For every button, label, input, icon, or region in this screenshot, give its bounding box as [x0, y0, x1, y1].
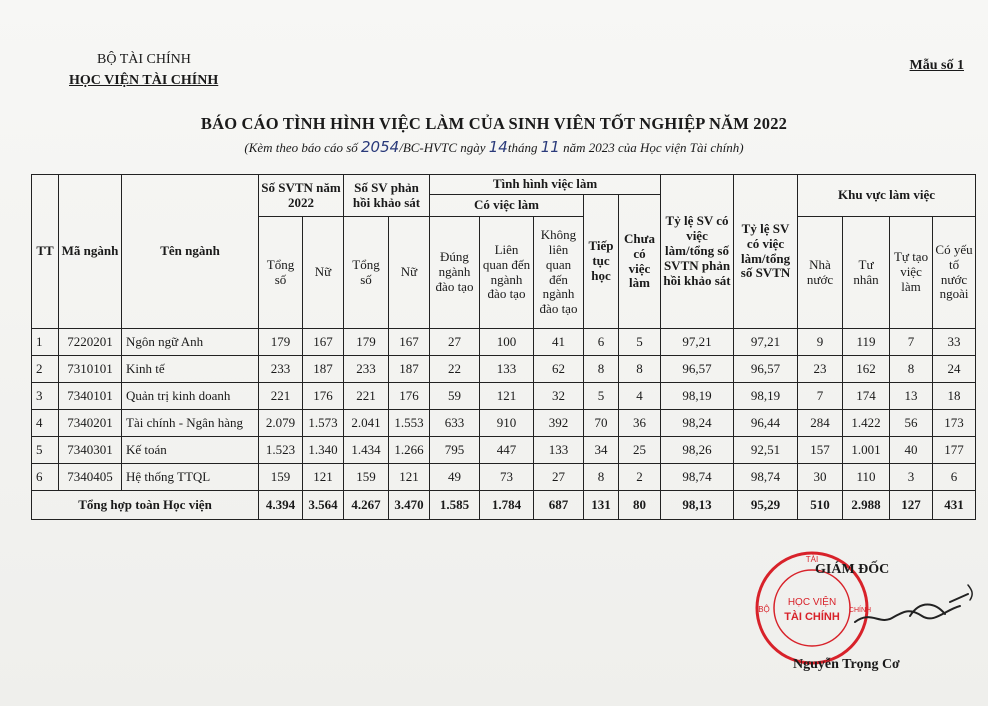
cell-survey-female: 167 — [389, 329, 430, 356]
cell-unemployed: 36 — [619, 410, 661, 437]
cell-state: 7 — [798, 383, 843, 410]
cell-related: 121 — [480, 383, 534, 410]
cell-self: 3 — [890, 464, 933, 491]
cell-survey-female: 121 — [389, 464, 430, 491]
cell-svtn-female: 121 — [303, 464, 344, 491]
cell-code: 7340301 — [59, 437, 122, 464]
cell-rate-total: 97,21 — [734, 329, 798, 356]
ministry-name: BỘ TÀI CHÍNH — [97, 52, 191, 67]
cell-study: 34 — [584, 437, 619, 464]
institution-name: HỌC VIỆN TÀI CHÍNH — [69, 73, 219, 88]
cell-survey-female: 187 — [389, 356, 430, 383]
col-svtn-total: Tổng số — [259, 217, 303, 329]
cell-related: 100 — [480, 329, 534, 356]
subtitle-part2: /BC-HVTC ngày — [399, 140, 489, 155]
total-row — [32, 491, 976, 520]
cell-unemployed: 4 — [619, 383, 661, 410]
table-row — [32, 437, 976, 464]
cell-survey-total: 179 — [344, 329, 389, 356]
col-survey-female: Nữ — [389, 217, 430, 329]
cell-rate-total: 98,74 — [734, 464, 798, 491]
cell-state: 157 — [798, 437, 843, 464]
col-tt: TT — [32, 175, 59, 329]
cell-svtn-female: 176 — [303, 383, 344, 410]
cell-correct: 633 — [430, 410, 480, 437]
cell-correct: 795 — [430, 437, 480, 464]
cell-unemployed: 25 — [619, 437, 661, 464]
cell-name: Kinh tế — [122, 356, 259, 383]
total-rate-survey: 98,13 — [661, 491, 734, 520]
total-foreign: 431 — [933, 491, 976, 520]
signer-title: GIÁM ĐỐC — [815, 562, 890, 577]
total-svtn-female: 3.564 — [303, 491, 344, 520]
stamp-text-top: HỌC VIỆN — [787, 597, 837, 608]
cell-private: 110 — [843, 464, 890, 491]
col-rate-total: Tỷ lệ SV có việc làm/tổng số SVTN — [734, 175, 798, 329]
subtitle-part1: (Kèm theo báo cáo số — [244, 140, 362, 155]
cell-unrelated: 62 — [534, 356, 584, 383]
cell-name: Kế toán — [122, 437, 259, 464]
col-employed-group: Có việc làm — [430, 195, 584, 217]
cell-svtn-total: 233 — [259, 356, 303, 383]
cell-foreign: 6 — [933, 464, 976, 491]
col-code: Mã ngành — [59, 175, 122, 329]
col-sector-group: Khu vực làm việc — [798, 175, 976, 217]
col-private: Tư nhân — [843, 217, 890, 329]
cell-foreign: 24 — [933, 356, 976, 383]
cell-self: 13 — [890, 383, 933, 410]
stamp-ring-text-1: TÀI — [805, 555, 819, 564]
cell-study: 70 — [584, 410, 619, 437]
cell-tt: 6 — [32, 464, 59, 491]
cell-private: 174 — [843, 383, 890, 410]
total-survey-total: 4.267 — [344, 491, 389, 520]
col-survey-total: Tổng số — [344, 217, 389, 329]
col-svtn-group: Số SVTN năm 2022 — [259, 175, 344, 217]
col-rate-survey: Tỷ lệ SV có việc làm/tổng số SVTN phản hồi khảo sát — [661, 175, 734, 329]
cell-unemployed: 2 — [619, 464, 661, 491]
cell-survey-female: 1.266 — [389, 437, 430, 464]
cell-svtn-female: 1.573 — [303, 410, 344, 437]
total-rate-total: 95,29 — [734, 491, 798, 520]
cell-tt: 5 — [32, 437, 59, 464]
subtitle-part4: năm 2023 của Học viện Tài chính) — [559, 140, 744, 155]
cell-foreign: 18 — [933, 383, 976, 410]
cell-self: 8 — [890, 356, 933, 383]
cell-rate-survey: 98,19 — [661, 383, 734, 410]
cell-related: 910 — [480, 410, 534, 437]
cell-unrelated: 27 — [534, 464, 584, 491]
cell-name: Hệ thống TTQL — [122, 464, 259, 491]
cell-unemployed: 8 — [619, 356, 661, 383]
total-state: 510 — [798, 491, 843, 520]
cell-svtn-female: 187 — [303, 356, 344, 383]
table-row — [32, 356, 976, 383]
report-title: BÁO CÁO TÌNH HÌNH VIỆC LÀM CỦA SINH VIÊN TỐT NGHIỆP NĂM 2022 — [200, 114, 788, 133]
cell-survey-total: 159 — [344, 464, 389, 491]
handwritten-signature — [850, 580, 980, 640]
col-name: Tên ngành — [122, 175, 259, 329]
cell-svtn-total: 221 — [259, 383, 303, 410]
total-related: 1.784 — [480, 491, 534, 520]
cell-self: 56 — [890, 410, 933, 437]
cell-svtn-total: 179 — [259, 329, 303, 356]
cell-correct: 22 — [430, 356, 480, 383]
stamp-text-bottom: TÀI CHÍNH — [784, 611, 840, 623]
cell-state: 9 — [798, 329, 843, 356]
col-employment-group: Tình hình việc làm — [430, 175, 661, 195]
cell-tt: 1 — [32, 329, 59, 356]
cell-study: 6 — [584, 329, 619, 356]
cell-code: 7310101 — [59, 356, 122, 383]
total-svtn-total: 4.394 — [259, 491, 303, 520]
cell-rate-total: 96,57 — [734, 356, 798, 383]
stamp-ring-text-2: BỘ — [758, 605, 770, 614]
cell-foreign: 177 — [933, 437, 976, 464]
total-self: 127 — [890, 491, 933, 520]
cell-rate-survey: 98,26 — [661, 437, 734, 464]
day-handwritten: 14 — [488, 138, 508, 156]
cell-survey-female: 1.553 — [389, 410, 430, 437]
stamp-inner-ring — [774, 570, 850, 646]
cell-unrelated: 32 — [534, 383, 584, 410]
cell-unrelated: 133 — [534, 437, 584, 464]
month-handwritten: 11 — [540, 138, 560, 156]
cell-correct: 49 — [430, 464, 480, 491]
cell-survey-female: 176 — [389, 383, 430, 410]
table-row — [32, 383, 976, 410]
cell-state: 284 — [798, 410, 843, 437]
cell-study: 5 — [584, 383, 619, 410]
col-svtn-female: Nữ — [303, 217, 344, 329]
cell-tt: 4 — [32, 410, 59, 437]
col-unrelated-field: Không liên quan đến ngành đào tạo — [534, 217, 584, 329]
cell-foreign: 173 — [933, 410, 976, 437]
stamp-ring-text-3: CHÍNH — [848, 607, 872, 614]
cell-study: 8 — [584, 464, 619, 491]
total-study: 131 — [584, 491, 619, 520]
col-state: Nhà nước — [798, 217, 843, 329]
col-related-field: Liên quan đến ngành đào tạo — [480, 217, 534, 329]
cell-name: Ngôn ngữ Anh — [122, 329, 259, 356]
cell-related: 133 — [480, 356, 534, 383]
cell-rate-total: 98,19 — [734, 383, 798, 410]
table-row — [32, 329, 976, 356]
cell-tt: 2 — [32, 356, 59, 383]
col-self-employed: Tự tạo việc làm — [890, 217, 933, 329]
cell-code: 7340201 — [59, 410, 122, 437]
cell-name: Tài chính - Ngân hàng — [122, 410, 259, 437]
cell-private: 1.422 — [843, 410, 890, 437]
cell-rate-survey: 97,21 — [661, 329, 734, 356]
cell-unemployed: 5 — [619, 329, 661, 356]
col-correct-field: Đúng ngành đào tạo — [430, 217, 480, 329]
cell-private: 1.001 — [843, 437, 890, 464]
cell-svtn-female: 167 — [303, 329, 344, 356]
cell-foreign: 33 — [933, 329, 976, 356]
cell-related: 447 — [480, 437, 534, 464]
cell-code: 7340101 — [59, 383, 122, 410]
cell-code: 7220201 — [59, 329, 122, 356]
col-unemployed: Chưa có việc làm — [619, 195, 661, 329]
cell-survey-total: 2.041 — [344, 410, 389, 437]
cell-state: 23 — [798, 356, 843, 383]
cell-survey-total: 233 — [344, 356, 389, 383]
col-foreign: Có yếu tố nước ngoài — [933, 217, 976, 329]
cell-private: 119 — [843, 329, 890, 356]
report-number-handwritten: 2054 — [361, 138, 400, 156]
total-survey-female: 3.470 — [389, 491, 430, 520]
cell-svtn-female: 1.340 — [303, 437, 344, 464]
cell-svtn-total: 2.079 — [259, 410, 303, 437]
report-subtitle — [0, 138, 988, 156]
cell-rate-survey: 98,24 — [661, 410, 734, 437]
table-row — [32, 410, 976, 437]
cell-svtn-total: 1.523 — [259, 437, 303, 464]
cell-unrelated: 41 — [534, 329, 584, 356]
col-further-study: Tiếp tục học — [584, 195, 619, 329]
cell-survey-total: 1.434 — [344, 437, 389, 464]
cell-self: 7 — [890, 329, 933, 356]
employment-report-table — [31, 174, 976, 520]
cell-correct: 27 — [430, 329, 480, 356]
cell-state: 30 — [798, 464, 843, 491]
total-unemployed: 80 — [619, 491, 661, 520]
total-private: 2.988 — [843, 491, 890, 520]
cell-rate-survey: 98,74 — [661, 464, 734, 491]
cell-svtn-total: 159 — [259, 464, 303, 491]
table-row — [32, 464, 976, 491]
col-survey-group: Số SV phản hồi khảo sát — [344, 175, 430, 217]
cell-name: Quản trị kinh doanh — [122, 383, 259, 410]
subtitle-part3: tháng — [507, 140, 541, 155]
form-number: Mẫu số 1 — [909, 58, 964, 73]
cell-tt: 3 — [32, 383, 59, 410]
cell-code: 7340405 — [59, 464, 122, 491]
cell-rate-survey: 96,57 — [661, 356, 734, 383]
cell-survey-total: 221 — [344, 383, 389, 410]
total-label: Tổng hợp toàn Học viện — [32, 491, 259, 520]
cell-unrelated: 392 — [534, 410, 584, 437]
cell-private: 162 — [843, 356, 890, 383]
cell-study: 8 — [584, 356, 619, 383]
cell-correct: 59 — [430, 383, 480, 410]
cell-self: 40 — [890, 437, 933, 464]
cell-rate-total: 92,51 — [734, 437, 798, 464]
cell-related: 73 — [480, 464, 534, 491]
total-correct: 1.585 — [430, 491, 480, 520]
total-unrelated: 687 — [534, 491, 584, 520]
signer-name: Nguyễn Trọng Cơ — [793, 657, 900, 672]
cell-rate-total: 96,44 — [734, 410, 798, 437]
